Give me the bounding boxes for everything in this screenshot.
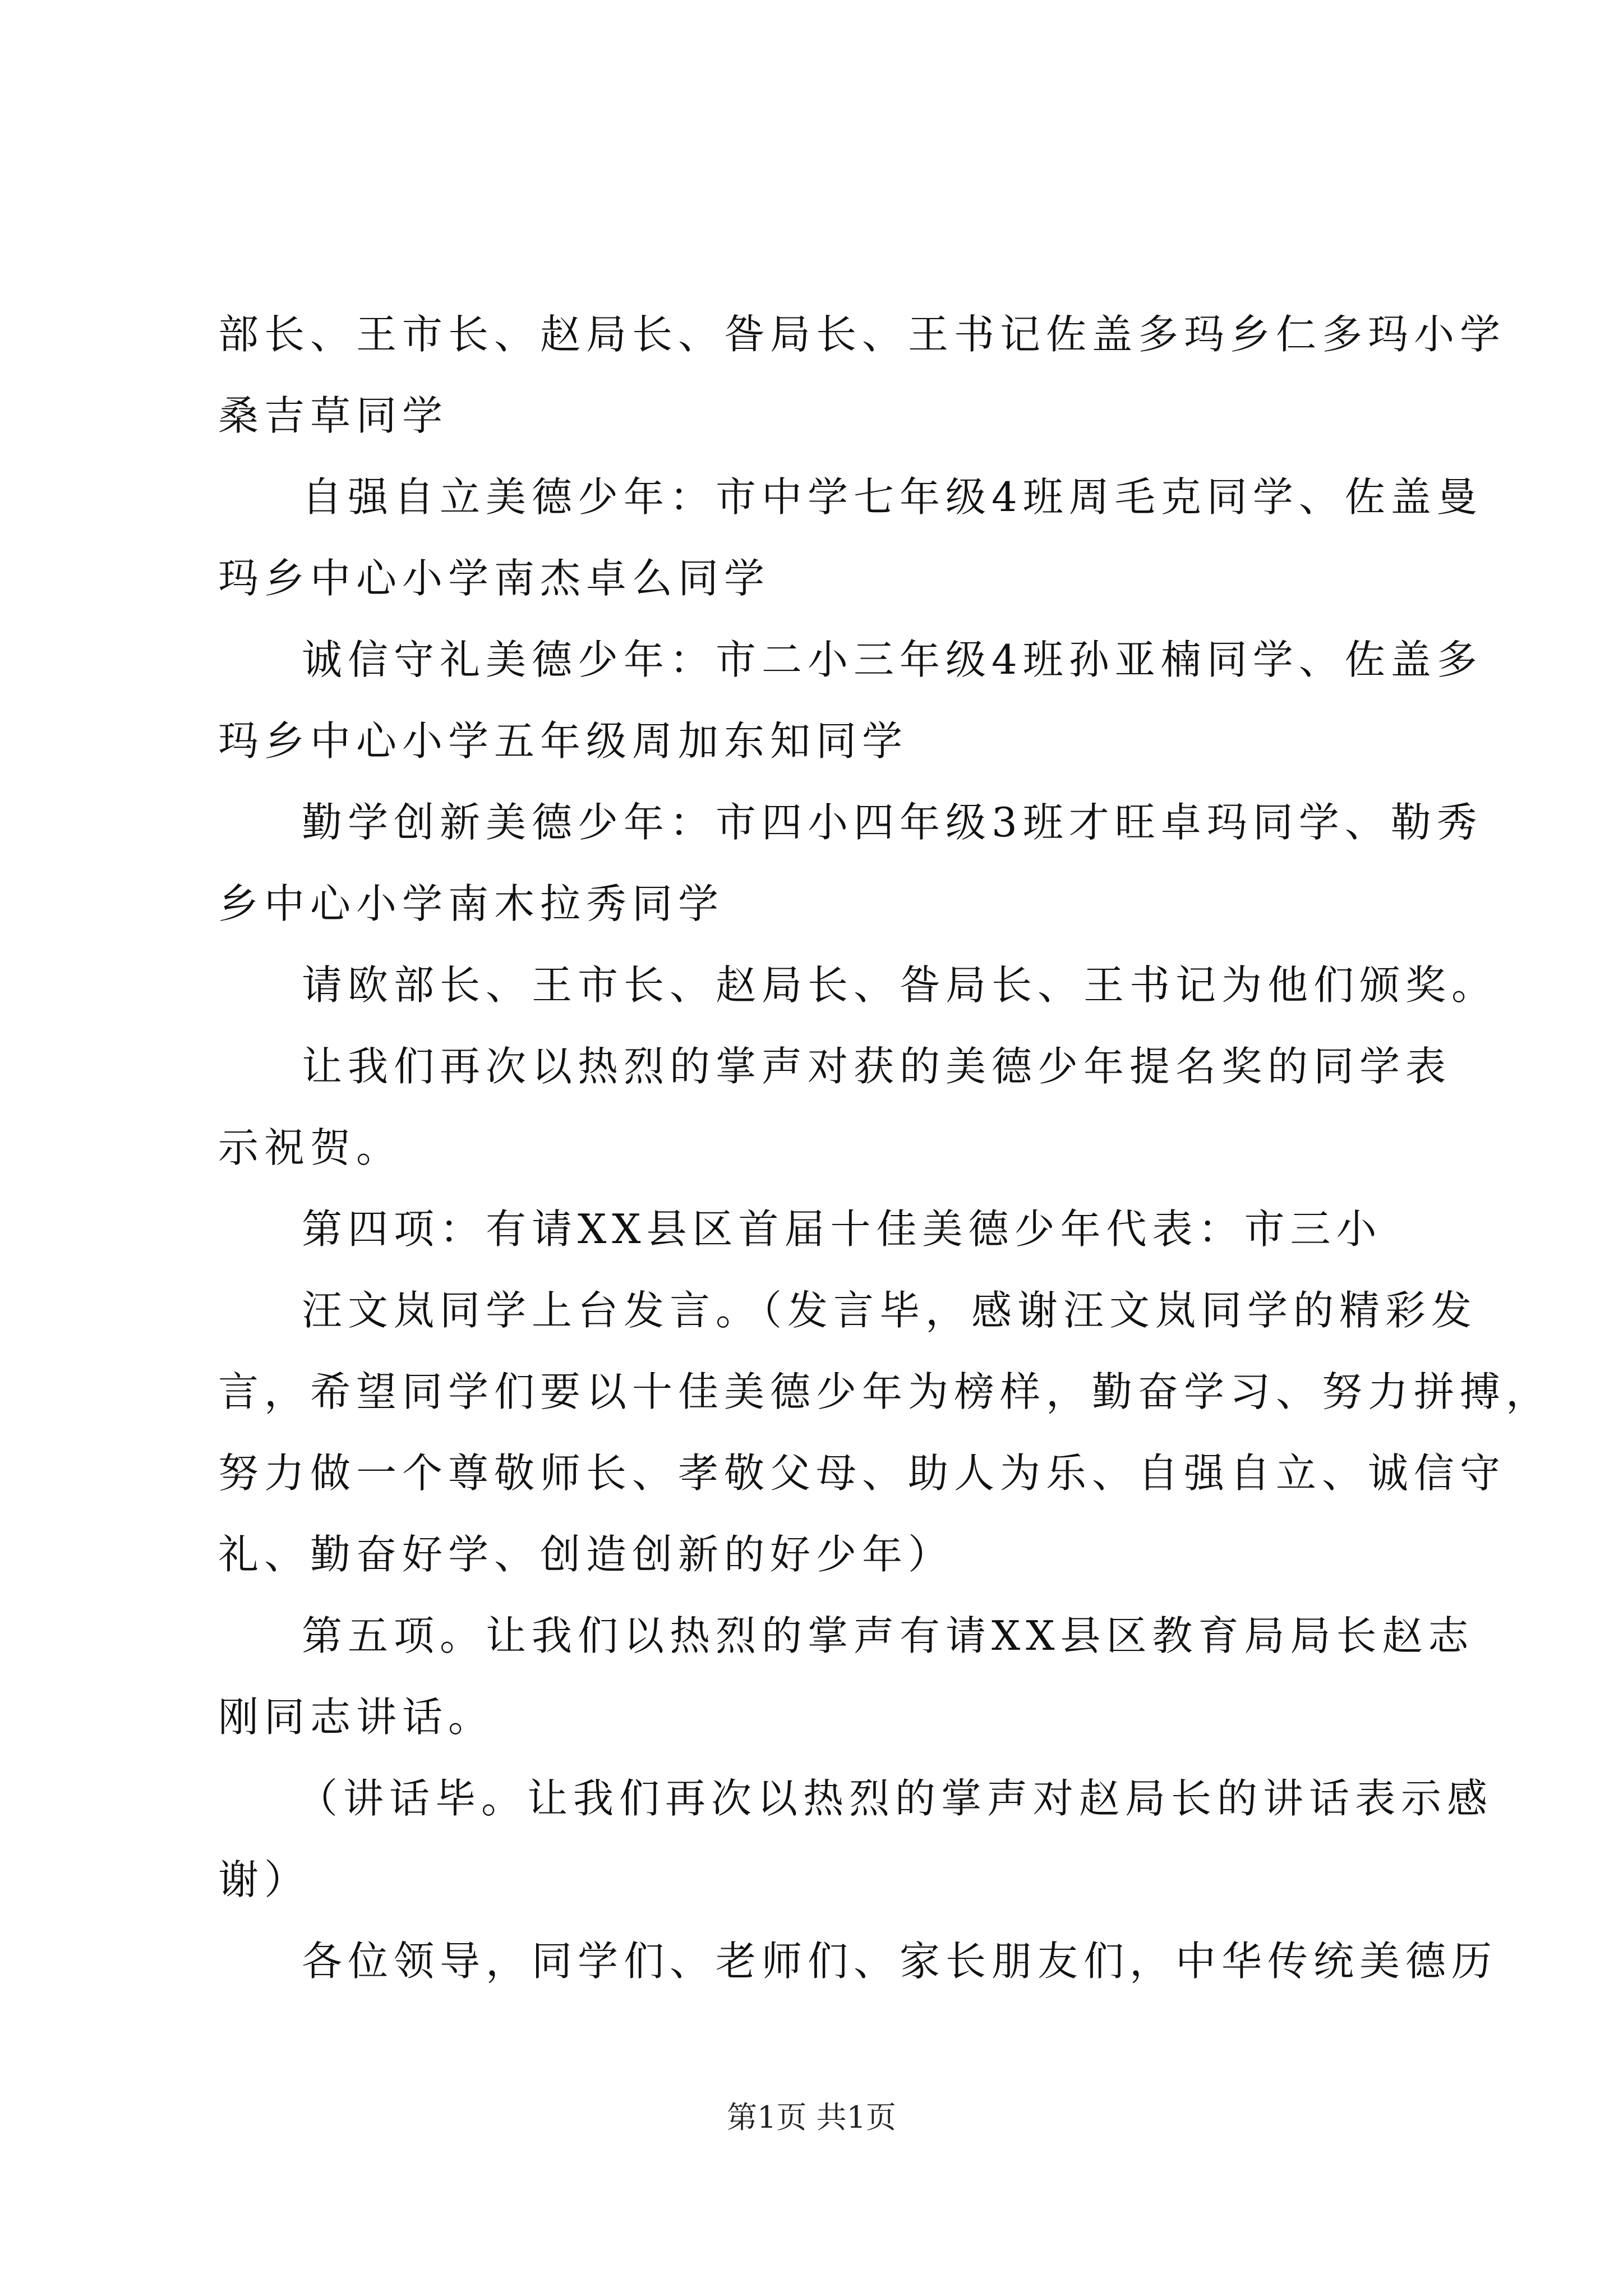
text-line: 玛乡中心小学五年级周加东知同学	[218, 717, 909, 765]
text-line: 第四项：有请XX县区首届十佳美德少年代表：市三小	[302, 1205, 1382, 1253]
text-line: 自强自立美德少年：市中学七年级4班周毛克同学、佐盖曼	[302, 473, 1483, 521]
text-line: 努力做一个尊敬师长、孝敬父母、助人为乐、自强自立、诚信守	[218, 1450, 1506, 1497]
text-line: 请欧部长、王市长、赵局长、昝局长、王书记为他们颁奖。	[302, 961, 1498, 1009]
text-line: 第五项。让我们以热烈的掌声有请XX县区教育局局长赵志	[302, 1612, 1474, 1659]
text-line: 桑吉草同学	[218, 392, 449, 439]
text-line: 礼、勤奋好学、创造创新的好少年）	[218, 1531, 955, 1578]
text-line: 乡中心小学南木拉秀同学	[218, 880, 725, 927]
page-footer: 第1页 共1页	[727, 2100, 896, 2135]
text-line: 各位领导，同学们、老师们、家长朋友们，中华传统美德历	[302, 1938, 1498, 1985]
text-line: 部长、王市长、赵局长、昝局长、王书记佐盖多玛乡仁多玛小学	[218, 311, 1506, 358]
text-line: 玛乡中心小学南杰卓么同学	[218, 555, 771, 602]
text-line: 谢）	[218, 1856, 311, 1903]
text-line: 诚信守礼美德少年：市二小三年级4班孙亚楠同学、佐盖多	[302, 636, 1483, 683]
text-line: （讲话毕。让我们再次以热烈的掌声对赵局长的讲话表示感	[297, 1775, 1493, 1822]
text-line: 汪文岚同学上台发言。（发言毕，感谢汪文岚同学的精彩发	[302, 1287, 1478, 1334]
text-line: 让我们再次以热烈的掌声对获的美德少年提名奖的同学表	[302, 1043, 1452, 1090]
text-line: 勤学创新美德少年：市四小四年级3班才旺卓玛同学、勒秀	[302, 799, 1483, 846]
text-line: 示祝贺。	[218, 1124, 403, 1171]
text-line: 言，希望同学们要以十佳美德少年为榜样，勤奋学习、努力拼搏，	[218, 1368, 1552, 1415]
text-line: 刚同志讲话。	[218, 1694, 495, 1741]
